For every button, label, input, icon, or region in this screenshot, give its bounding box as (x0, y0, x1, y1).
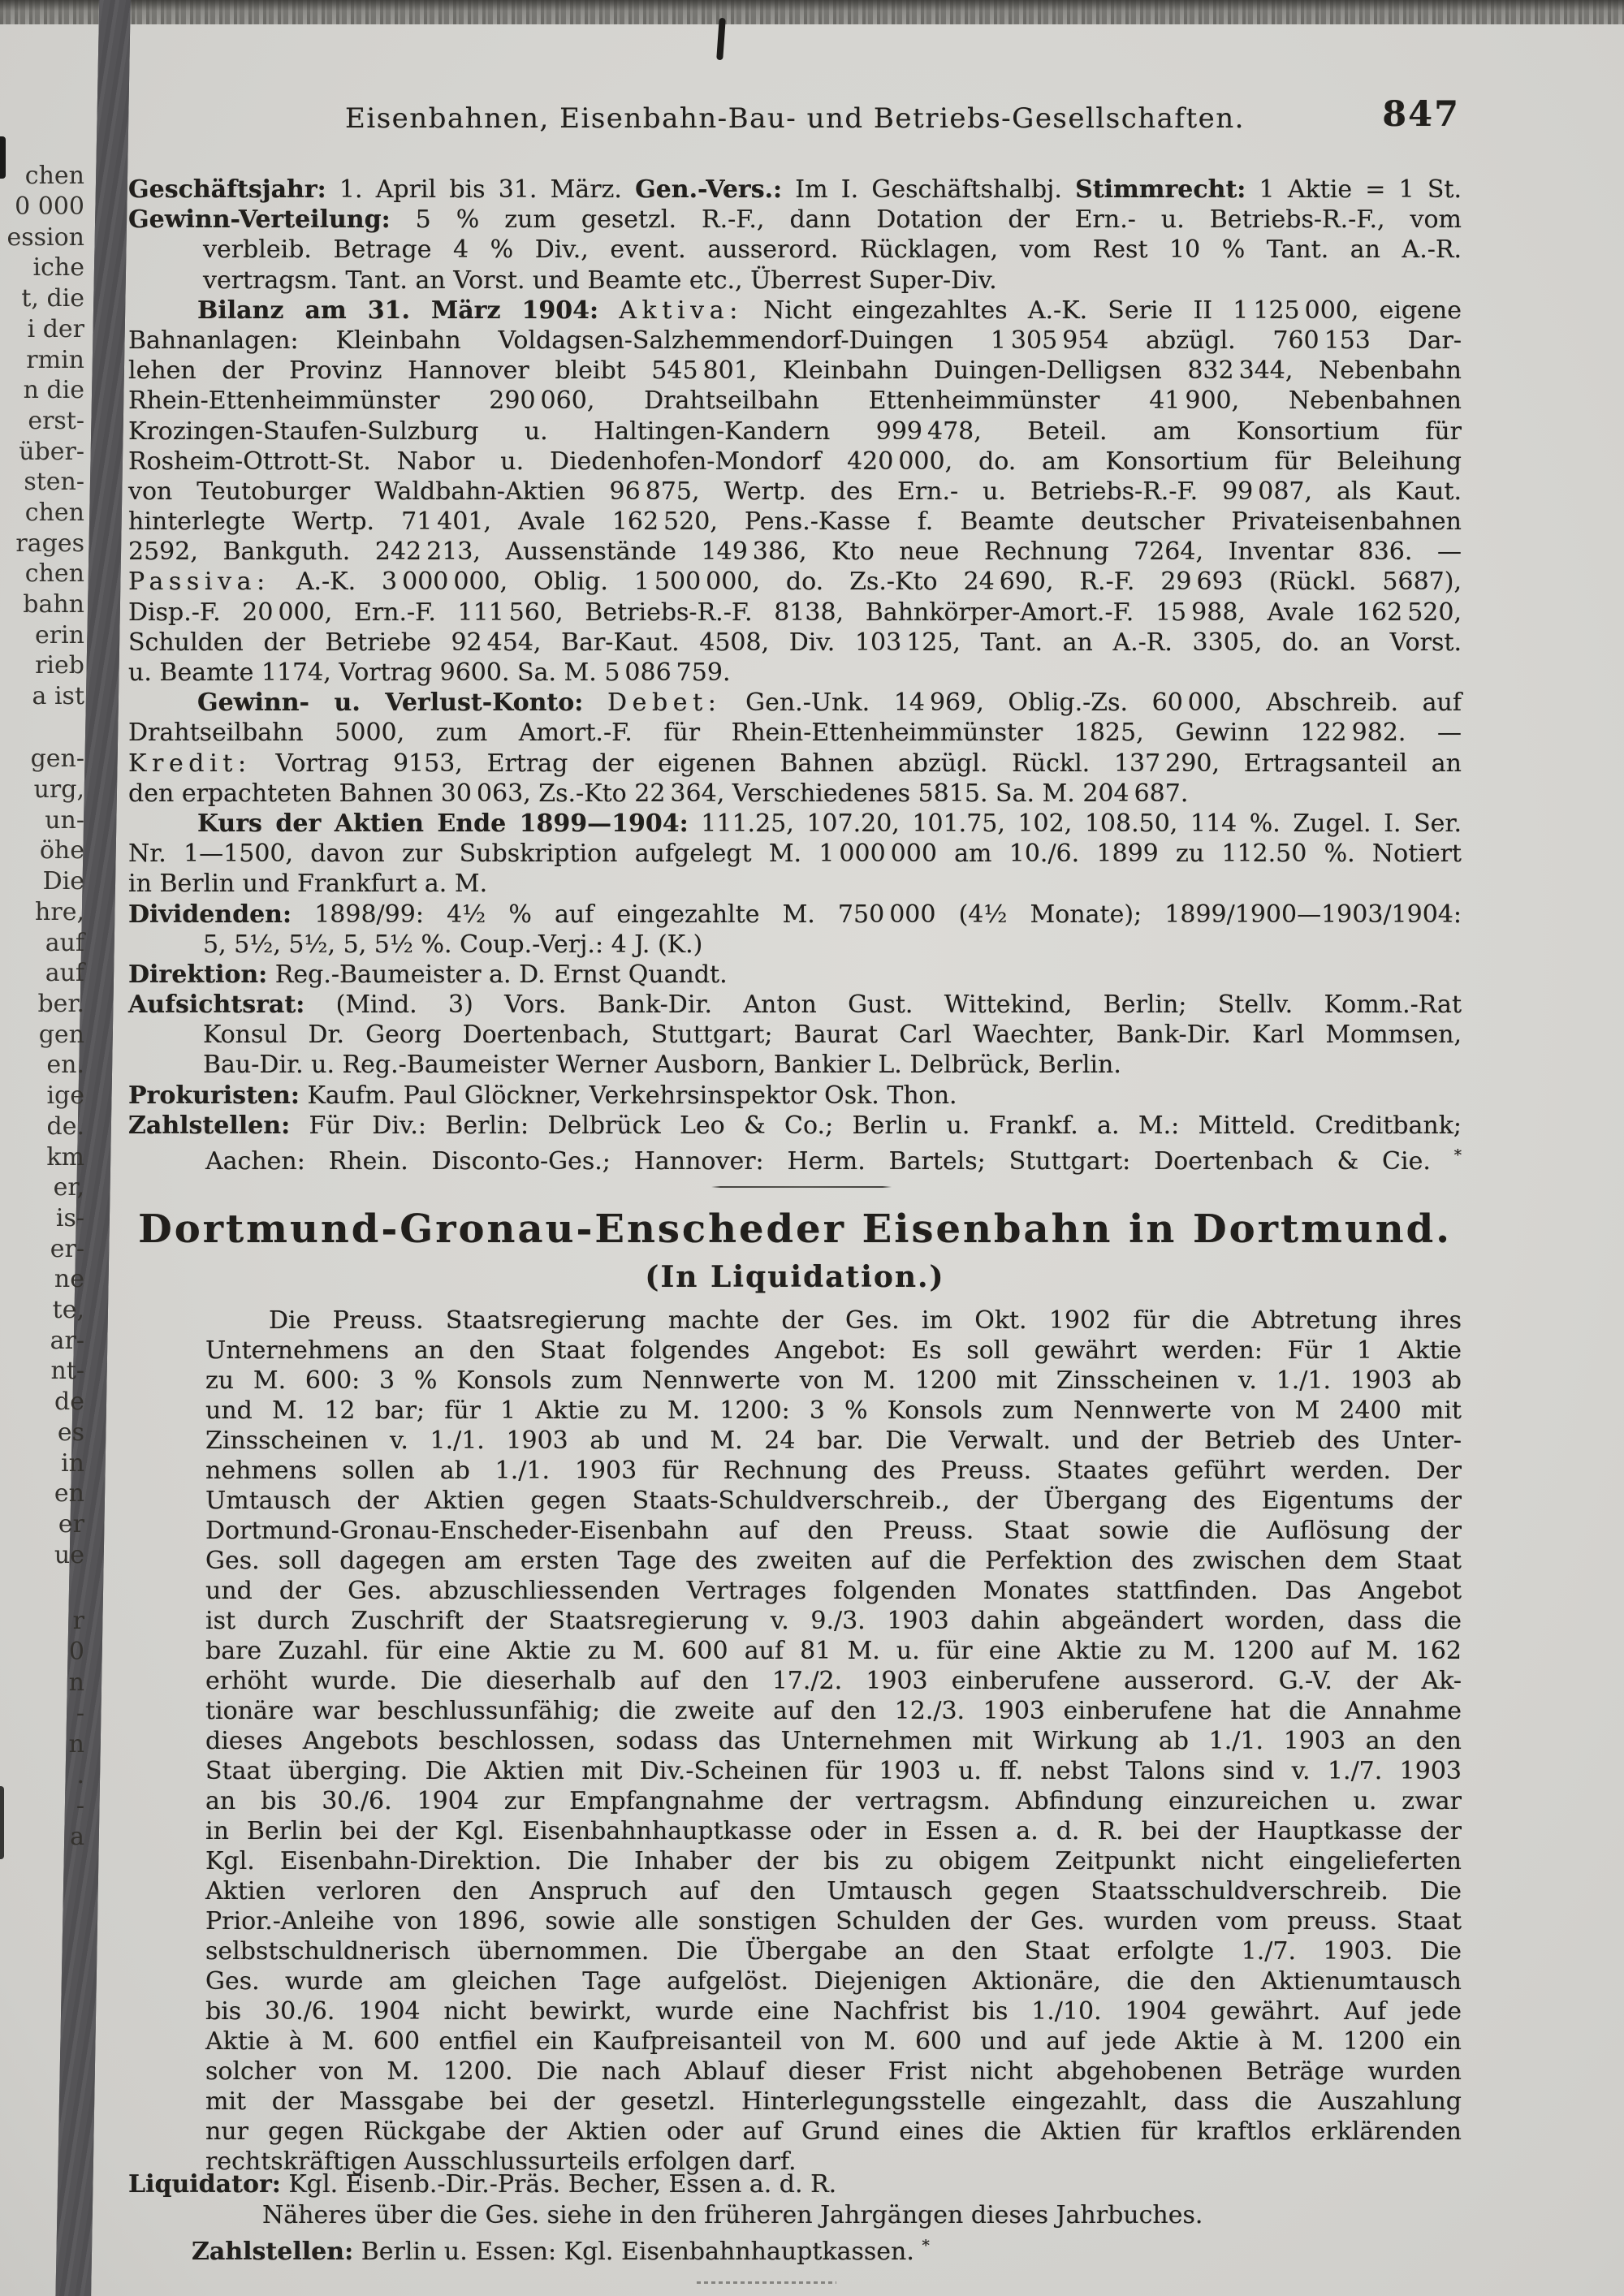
text-line: Geschäftsjahr: 1. April bis 31. März. Gen.-Vers.: Im I. Geschäftshalbj. Stimmrecht: 1 Aktie = 1 St. (128, 175, 1462, 204)
zahlstellen-paragraph (128, 1111, 1462, 1176)
text-line: erhöht wurde. Die dieserhalb auf den 17./2. 1903 einberufene ausserord. G.-V. der Ak- (205, 1667, 1462, 1695)
text-line: Gewinn- u. Verlust-Konto: Debet: Gen.-Unk. 14 969, Oblig.-Zs. 60 000, Abschreib. auf (197, 688, 1462, 718)
page-header (128, 94, 1462, 135)
text-line: Drahtseilbahn 5000, zum Amort.-F. für Rhein-Ettenheimmünster 1825, Gewinn 122 982. — (128, 719, 1462, 748)
adjacent-page-text-fragments (0, 0, 91, 2296)
text-line: Aufsichtsrat: (Mind. 3) Vors. Bank-Dir. Anton Gust. Wittekind, Berlin; Stellv. Komm.-Rat (128, 990, 1462, 1020)
margin-text-fragment: 0 (68, 1638, 84, 1666)
margin-text-fragment: ar- (50, 1327, 84, 1355)
text-line: Ges. wurde am gleichen Tage aufgelöst. Diejenigen Aktionäre, die den Aktienumtausch (205, 1967, 1462, 1996)
text-line: Kredit: Vortrag 9153, Ertrag der eigenen Bahnen abzügl. Rückl. 137 290, Ertragsanteil an (128, 749, 1462, 778)
margin-text-fragment: Die (42, 867, 84, 896)
text-line: u. Beamte 1174, Vortrag 9600. Sa. M. 5 086 759. (128, 658, 731, 687)
margin-text-fragment: un- (45, 806, 84, 835)
margin-text-fragment: a ist (32, 682, 84, 710)
text-line: Bau-Dir. u. Reg.-Baumeister Werner Ausborn, Bankier L. Delbrück, Berlin. (203, 1051, 1121, 1080)
liquidation-subheading: (In Liquidation.) (645, 1260, 945, 1294)
aufsichtsrat-paragraph (128, 990, 1462, 1081)
text-line: 5, 5½, 5½, 5, 5½ %. Coup.-Verj.: 4 J. (K.) (203, 930, 703, 959)
text-line: in Berlin bei der Kgl. Eisenbahnhauptkasse oder in Essen a. d. R. bei der Hauptkasse der (205, 1817, 1462, 1845)
margin-text-fragment: auf (45, 959, 84, 987)
text-line: vertragsm. Tant. an Vorst. und Beamte etc., Überrest Super-Div. (203, 265, 997, 295)
margin-text-fragment: es (57, 1418, 84, 1447)
text-line: Kurs der Aktien Ende 1899—1904: 111.25, 107.20, 101.75, 102, 108.50, 114 %. Zugel. I. Ser. (197, 809, 1462, 838)
text-line: Bilanz am 31. März 1904: Aktiva: Nicht eingezahltes A.-K. Serie II 1 125 000, eigene (197, 296, 1462, 325)
margin-text-fragment: hre, (35, 898, 84, 926)
margin-text-fragment: nt- (50, 1357, 84, 1385)
margin-text-fragment: de. (46, 1112, 84, 1141)
text-line: von Teutoburger Waldbahn-Aktien 96 875, Wertp. des Ern.- u. Betriebs-R.-F. 99 087, als Kaut. (128, 477, 1462, 506)
text-line: Aktien verloren den Anspruch auf den Umtausch gegen Staatsschuldverschreib. Die (205, 1877, 1462, 1905)
margin-text-fragment: rages (15, 529, 84, 558)
margin-text-fragment: sten- (24, 468, 84, 496)
kurs-der-aktien-paragraph (128, 809, 1462, 900)
bilanz-paragraph (128, 296, 1462, 688)
margin-text-fragment: chen (24, 498, 84, 527)
company-heading: Dortmund-Gronau-Enscheder Eisenbahn in Dortmund. (138, 1206, 1452, 1252)
margin-text-fragment: n die (23, 376, 84, 404)
text-line: Aktie à M. 600 entfiel ein Kaufpreisanteil von M. 600 und auf jede Aktie à M. 1200 ein (205, 2027, 1462, 2056)
margin-text-fragment: er (58, 1510, 84, 1539)
text-line: Aachen: Rhein. Disconto-Ges.; Hannover: Herm. Bartels; Stuttgart: Doertenbach & Cie. * (205, 1147, 1462, 1176)
text-line: Zahlstellen: Berlin u. Essen: Kgl. Eisenbahnhauptkassen. * (192, 2238, 930, 2266)
text-line: Schulden der Betriebe 92 454, Bar-Kaut. 4508, Div. 103 125, Tant. an A.-R. 3305, do. an Vorst. (128, 628, 1462, 657)
text-line: mit der Massgabe bei der gesetzl. Hinterlegungsstelle eingezahlt, dass die Auszahlung (205, 2087, 1462, 2116)
text-line: hinterlegte Wertp. 71 401, Avale 162 520, Pens.-Kasse f. Beamte deutscher Privateisenbahnen (128, 507, 1462, 537)
gewinn-verteilung-paragraph (128, 205, 1462, 296)
margin-text-fragment: über- (19, 438, 84, 466)
dividenden-paragraph (128, 900, 1462, 960)
margin-text-fragment: en (54, 1479, 84, 1508)
margin-text-fragment: is- (55, 1204, 84, 1232)
text-line: Krozingen-Staufen-Sulzburg u. Haltingen-Kandern 999 478, Beteil. am Konsortium für (128, 416, 1462, 446)
margin-text-fragment: gen (38, 1021, 84, 1049)
text-line: solcher von M. 1200. Die nach Ablauf dieser Frist nicht abgehobenen Beträge wurden (205, 2057, 1462, 2086)
margin-text-fragment: in (61, 1449, 84, 1478)
text-line: verbleib. Betrage 4 % Div., event. ausserord. Rücklagen, vom Rest 10 % Tant. an A.-R. (203, 235, 1462, 265)
text-line: Unternehmens an den Staat folgendes Angebot: Es soll gewährt werden: Für 1 Aktie (205, 1336, 1462, 1365)
geschaeftsjahr-paragraph (128, 175, 1462, 205)
text-line: in Berlin und Frankfurt a. M. (128, 870, 488, 899)
text-line: bare Zuzahl. für eine Aktie zu M. 600 auf 81 M. u. für eine Aktie zu M. 1200 auf M. 162 (205, 1637, 1462, 1665)
margin-text-fragment: er- (50, 1235, 84, 1263)
text-line: Kgl. Eisenbahn-Direktion. Die Inhaber der bis zu obigem Zeitpunkt nicht eingelieferten (205, 1847, 1462, 1875)
text-line: lehen der Provinz Hannover bleibt 545 801, Kleinbahn Duingen-Delligsen 832 344, Nebenbahn (128, 356, 1462, 386)
text-line: Nr. 1—1500, davon zur Subskription aufgelegt M. 1 000 000 am 10./6. 1899 zu 112.50 %. Notiert (128, 839, 1462, 869)
text-line: nehmens sollen ab 1./1. 1903 für Rechnung des Preuss. Staates geführt werden. Der (205, 1457, 1462, 1485)
text-line: den erpachteten Bahnen 30 063, Zs.-Kto 22 364, Verschiedenes 5815. Sa. M. 204 687. (128, 779, 1189, 808)
margin-text-fragment: chen (24, 162, 84, 190)
main-text-column (128, 0, 1462, 2296)
margin-text-fragment: 0 000 (15, 192, 84, 221)
text-line: Näheres über die Ges. siehe in den früheren Jahrgängen dieses Jahrbuches. (262, 2201, 1203, 2229)
margin-text-fragment: t, die (21, 284, 84, 313)
margin-text-fragment: ber. (37, 990, 84, 1018)
margin-text-fragment: auf (45, 929, 84, 957)
text-line: Konsul Dr. Georg Doertenbach, Stuttgart; Baurat Carl Waechter, Bank-Dir. Karl Mommsen, (203, 1021, 1462, 1050)
margin-text-fragment: n (68, 1668, 84, 1697)
margin-text-fragment: ue (54, 1541, 84, 1569)
margin-text-fragment: te, (52, 1296, 84, 1324)
running-header-title: Eisenbahnen, Eisenbahn-Bau- und Betriebs-Gesellschaften. (345, 102, 1245, 135)
margin-text-fragment: iche (32, 253, 84, 282)
margin-text-fragment: erst- (28, 407, 84, 435)
text-line: ist durch Zuschrift der Staatsregierung v. 9./3. 1903 dahin abgeändert worden, dass die (205, 1607, 1462, 1635)
text-line: Liquidator: Kgl. Eisenb.-Dir.-Präs. Becher, Essen a. d. R. (128, 2170, 837, 2199)
company-entry-details (128, 175, 1462, 1176)
margin-text-fragment: en. (46, 1051, 84, 1079)
text-line: dieses Angebots beschlossen, sodass das Unternehmen mit Wirkung ab 1./1. 1903 an den (205, 1727, 1462, 1755)
text-line: Bahnanlagen: Kleinbahn Voldagsen-Salzhemmendorf-Duingen 1 305 954 abzügl. 760 153 Dar- (128, 326, 1462, 355)
margin-text-fragment: - (76, 1699, 84, 1728)
text-line: Rhein-Ettenheimmünster 290 060, Drahtseilbahn Ettenheimmünster 41 900, Nebenbahnen (128, 386, 1462, 416)
prokuristen-paragraph (128, 1081, 1462, 1111)
text-line: Prokuristen: Kaufm. Paul Glöckner, Verkehrsinspektor Osk. Thon. (128, 1081, 957, 1110)
text-line: Umtausch der Aktien gegen Staats-Schuldverschreib., der Übergang des Eigentums der (205, 1487, 1462, 1515)
margin-text-fragment: ne (54, 1265, 84, 1293)
text-line: Die Preuss. Staatsregierung machte der Ges. im Okt. 1902 für die Abtretung ihres (269, 1306, 1462, 1335)
text-line: Rosheim-Ottrott-St. Nabor u. Diedenhofen-Mondorf 420 000, do. am Konsortium für Beleihung (128, 447, 1462, 476)
margin-text-fragment: ession (6, 223, 84, 252)
gewinn-verlust-konto-paragraph (128, 688, 1462, 809)
liquidation-description-paragraph (128, 1306, 1462, 2177)
text-line: bis 30./6. 1904 nicht bewirkt, wurde eine Nachfrist bis 1./10. 1904 gewährt. Auf jede (205, 1997, 1462, 2026)
text-line: Zahlstellen: Für Div.: Berlin: Delbrück Leo & Co.; Berlin u. Frankf. a. M.: Mitteld. Creditbank; (128, 1111, 1462, 1140)
text-line: Dividenden: 1898/99: 4½ % auf eingezahlte M. 750 000 (4½ Monate); 1899/1900—1903/1904: (128, 900, 1462, 929)
margin-text-fragment: gen- (30, 744, 84, 773)
margin-text-fragment: i der (27, 315, 84, 343)
text-line: Direktion: Reg.-Baumeister a. D. Ernst Quandt. (128, 960, 728, 989)
margin-text-fragment: rmin (26, 346, 84, 374)
text-line: Prior.-Anleihe von 1896, sowie alle sonstigen Schulden der Ges. wurden vom preuss. Staat (205, 1907, 1462, 1936)
direktion-paragraph (128, 960, 1462, 990)
text-line: Ges. soll dagegen am ersten Tage des zweiten auf die Perfektion des zwischen dem Staat (205, 1547, 1462, 1575)
text-line: 2592, Bankguth. 242 213, Aussenstände 149 386, Kto neue Rechnung 7264, Inventar 836. — (128, 537, 1462, 567)
margin-text-fragment: er, (53, 1173, 84, 1202)
text-line: an bis 30./6. 1904 zur Empfangnahme der vertragsm. Abfindung einzureichen u. zwar (205, 1787, 1462, 1815)
margin-text-fragment: a (70, 1823, 84, 1851)
entry-footer-lines (128, 2169, 1462, 2266)
margin-text-fragment: km (46, 1143, 84, 1172)
bottom-print-mark (697, 2281, 836, 2284)
text-line: zu M. 600: 3 % Konsols zum Nennwerte von M. 1200 mit Zinsscheinen v. 1./1. 1903 ab (205, 1366, 1462, 1395)
text-line: rechtskräftigen Ausschlussurteils erfolgen darf. (205, 2147, 797, 2176)
margin-text-fragment: öhe (39, 836, 84, 865)
margin-text-fragment: de (54, 1388, 84, 1416)
margin-text-fragment: bahn (23, 590, 84, 619)
text-line: Passiva: A.-K. 3 000 000, Oblig. 1 500 000, do. Zs.-Kto 24 690, R.-F. 29 693 (Rückl. 5687), (128, 568, 1462, 597)
margin-text-fragment: erin (34, 621, 84, 650)
text-line: und M. 12 bar; für 1 Aktie zu M. 1200: 3 % Konsols zum Nennwerte von M 2400 mit (205, 1396, 1462, 1425)
margin-text-fragment: chen (24, 559, 84, 588)
margin-text-fragment: urg, (33, 775, 84, 804)
text-line: Disp.-F. 20 000, Ern.-F. 111 560, Betriebs-R.-F. 8138, Bahnkörper-Amort.-F. 15 988, Avale 162 520, (128, 598, 1462, 627)
text-line: tionäre war beschlussunfähig; die zweite auf den 12./3. 1903 einberufene hat die Annahme (205, 1697, 1462, 1725)
margin-text-fragment: - (76, 1792, 84, 1820)
text-line: Zinsscheinen v. 1./1. 1903 ab und M. 24 bar. Die Verwalt. und der Betrieb des Unter- (205, 1426, 1462, 1455)
margin-text-fragment: ige (46, 1081, 84, 1110)
text-line: Dortmund-Gronau-Enscheder-Eisenbahn auf den Preuss. Staat sowie die Auflösung der (205, 1517, 1462, 1545)
margin-text-fragment: r (72, 1607, 84, 1635)
page-number: 847 (1382, 94, 1460, 135)
text-line: Gewinn-Verteilung: 5 % zum gesetzl. R.-F., dann Dotation der Ern.- u. Betriebs-R.-F., vom (128, 205, 1462, 235)
text-line: selbstschuldnerisch übernommen. Die Übergabe an den Staat erfolgte 1./7. 1903. Die (205, 1937, 1462, 1966)
margin-text-fragment: n (68, 1730, 84, 1759)
text-line: und der Ges. abzuschliessenden Vertrages folgenden Monates stattfinden. Das Angebot (205, 1577, 1462, 1605)
text-line: Staat überging. Die Aktien mit Div.-Scheinen für 1903 u. ff. nebst Talons sind v. 1./7. 1903 (205, 1757, 1462, 1785)
text-line: nur gegen Rückgabe der Aktien oder auf Grund eines die Aktien für kraftlos erklärenden (205, 2117, 1462, 2146)
margin-text-fragment: rieb (35, 651, 84, 680)
section-divider-rule (711, 1186, 892, 1188)
margin-text-fragment: . (76, 1761, 84, 1789)
